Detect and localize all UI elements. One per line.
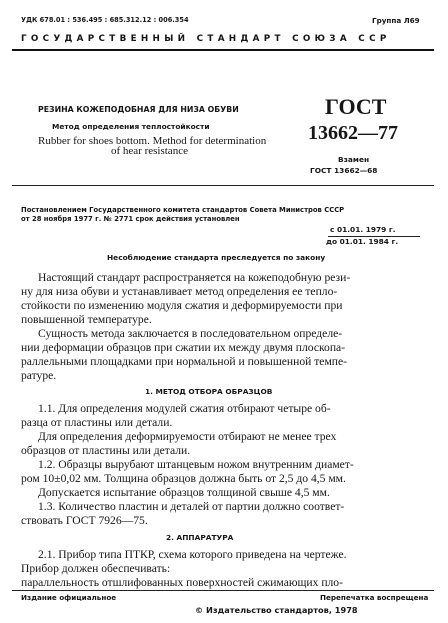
essence-line-3: раллельными площадками при нормальной и повышенной темпе- bbox=[21, 355, 347, 368]
title-en-line2: of hear resistance bbox=[111, 145, 188, 157]
replaces-label: Взамен bbox=[338, 155, 370, 164]
effective-from: с 01.01. 1979 г. bbox=[330, 225, 396, 234]
clause-1-2-line-1: 1.2. Образцы вырубают штанцевым ножом внутренним диамет- bbox=[38, 458, 354, 471]
footer-rule bbox=[12, 590, 434, 591]
title-ru: РЕЗИНА КОЖЕПОДОБНАЯ ДЛЯ НИЗА ОБУВИ bbox=[38, 105, 239, 114]
footer-reprint: Перепечатка воспрещена bbox=[320, 593, 429, 602]
clause-1-2-line-2: ром 10±0,02 мм. Толщина образцов должна быть от 2,5 до 4,5 мм. bbox=[21, 472, 346, 485]
intro-line-1: Настоящий стандарт распространяется на кожеподобную рези- bbox=[38, 271, 351, 284]
clause-1-1b-line-2: образцов от пластины или детали. bbox=[21, 444, 191, 457]
clause-2-1-line-1: 2.1. Прибор типа ПТКР, схема которого приведена на чертеже. bbox=[38, 548, 347, 561]
gost-label: ГОСТ bbox=[325, 94, 387, 119]
clause-2-1-line-2: Прибор должен обеспечивать: bbox=[21, 562, 171, 575]
clause-1-3-line-1: 1.3. Количество пластин и деталей от партии должно соответ- bbox=[38, 500, 345, 513]
intro-line-2: ну для низа обуви и устанавливает метод определения ее тепло- bbox=[21, 285, 338, 298]
clause-1-2b-line-1: Допускается испытание образцов толщиной свыше 4,5 мм. bbox=[38, 486, 330, 499]
gost-number: 13662—77 bbox=[308, 122, 398, 144]
clause-1-1b-line-1: Для определения деформируемости отбирают не менее трех bbox=[38, 430, 337, 443]
footer-official: Издание официальное bbox=[21, 593, 117, 602]
clause-1-3-line-2: ствовать ГОСТ 7926—75. bbox=[21, 514, 148, 527]
clause-2-1-line-3: параллельность отшлифованных поверхностей сжимающих пло- bbox=[21, 576, 343, 589]
intro-line-4: повышенной температуре. bbox=[21, 313, 152, 326]
udc-code: УДК 678.01 : 536.495 : 685.312.12 : 006.354 bbox=[21, 16, 189, 24]
decree-line1: Постановлением Государственного комитета стандартов Совета Министров СССР bbox=[21, 206, 345, 214]
intro-line-3: стойкости по изменению модуля сжатия и деформируемости при bbox=[21, 299, 343, 312]
legal-notice: Несоблюдение стандарта преследуется по закону bbox=[107, 253, 326, 262]
title-en-line1: Rubber for shoes bottom. Method for determination bbox=[38, 135, 267, 147]
effective-to: до 01.01. 1984 г. bbox=[326, 237, 399, 246]
essence-line-4: ратуре. bbox=[21, 369, 57, 382]
footer-copyright: © Издательство стандартов, 1978 bbox=[195, 605, 358, 615]
banner: ГОСУДАРСТВЕННЫЙ СТАНДАРТ СОЮЗА ССР bbox=[21, 34, 391, 44]
essence-line-1: Сущность метода заключается в последовательном определе- bbox=[38, 327, 343, 340]
replaces-number: ГОСТ 13662—68 bbox=[310, 166, 378, 175]
section-1-heading: 1. МЕТОД ОТБОРА ОБРАЗЦОВ bbox=[145, 387, 273, 396]
method-title: Метод определения теплостойкости bbox=[52, 122, 210, 131]
header-rule bbox=[12, 49, 434, 51]
group-code: Группа Л69 bbox=[372, 16, 420, 25]
essence-line-2: нии деформации образцов при сжатии их между двумя плоскопа- bbox=[21, 341, 346, 354]
section-2-heading: 2. АППАРАТУРА bbox=[166, 533, 234, 542]
decree-line2: от 28 ноября 1977 г. № 2771 срок действия установлен bbox=[21, 215, 240, 223]
clause-1-1-line-1: 1.1. Для определения модулей сжатия отбирают четыре об- bbox=[38, 402, 331, 415]
clause-1-1-line-2: разца от пластины или детали. bbox=[21, 416, 173, 429]
title-rule bbox=[12, 185, 434, 186]
